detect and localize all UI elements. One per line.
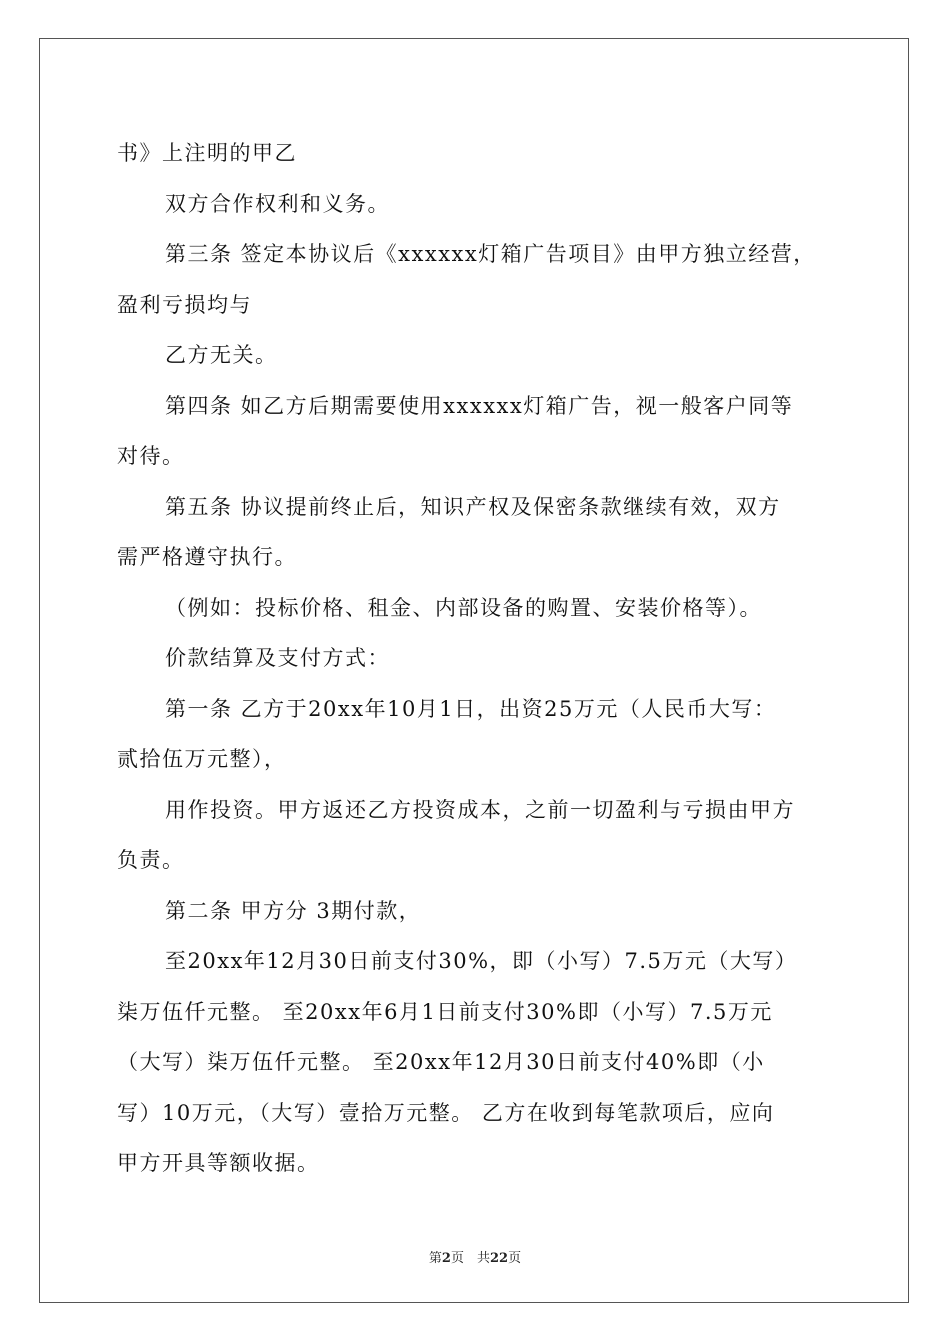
text-line: 第五条 协议提前终止后，知识产权及保密条款继续有效，双方 xyxy=(165,494,781,519)
text-line: 双方合作权利和义务。 xyxy=(165,191,390,216)
text-line: 贰拾伍万元整）， xyxy=(117,747,287,771)
text-line: 盈利亏损均与 xyxy=(117,292,252,317)
text-line: （大写）柒万伍仟元整。 至20xx年12月30日前支付40%即（小 xyxy=(117,1050,765,1074)
text-line: 书》上注明的甲乙 xyxy=(117,141,297,165)
text-line: 用作投资。甲方返还乙方投资成本，之前一切盈利与亏损由甲方 xyxy=(165,797,795,822)
page-number-total: 22 xyxy=(489,1251,509,1266)
text-line: 对待。 xyxy=(117,444,185,468)
text-line: 第三条 签定本协议后《xxxxxx灯箱广告项目》由甲方独立经营， xyxy=(165,242,816,266)
text-line: 柒万伍仟元整。 至20xx年6月1日前支付30%即（小写）7.5万元 xyxy=(117,999,773,1024)
text-line: 第一条 乙方于20xx年10月1日，出资25万元（人民币大写： xyxy=(165,696,777,721)
document-body xyxy=(117,128,837,1189)
text-line: 负责。 xyxy=(117,848,185,872)
page-number-current: 2 xyxy=(441,1251,451,1266)
text-line: 第四条 如乙方后期需要使用xxxxxx灯箱广告，视一般客户同等 xyxy=(165,393,794,418)
text-line: 至20xx年12月30日前支付30%，即（小写）7.5万元（大写） xyxy=(165,949,798,973)
page-number xyxy=(0,1247,950,1266)
page-number-mid: 页 共 xyxy=(450,1251,490,1266)
text-line: 第二条 甲方分 3期付款， xyxy=(165,898,422,923)
page-number-suffix: 页 xyxy=(508,1251,522,1266)
text-line: 需严格遵守执行。 xyxy=(117,545,297,569)
text-line: 甲方开具等额收据。 xyxy=(117,1151,320,1175)
text-line: 写）10万元，（大写）壹拾万元整。 乙方在收到每笔款项后，应向 xyxy=(117,1100,775,1125)
text-line: 价款结算及支付方式： xyxy=(165,646,390,670)
page-number-prefix: 第 xyxy=(428,1251,442,1266)
text-line: 乙方无关。 xyxy=(165,343,278,367)
text-line: （例如：投标价格、租金、内部设备的购置、安装价格等）。 xyxy=(165,595,762,620)
